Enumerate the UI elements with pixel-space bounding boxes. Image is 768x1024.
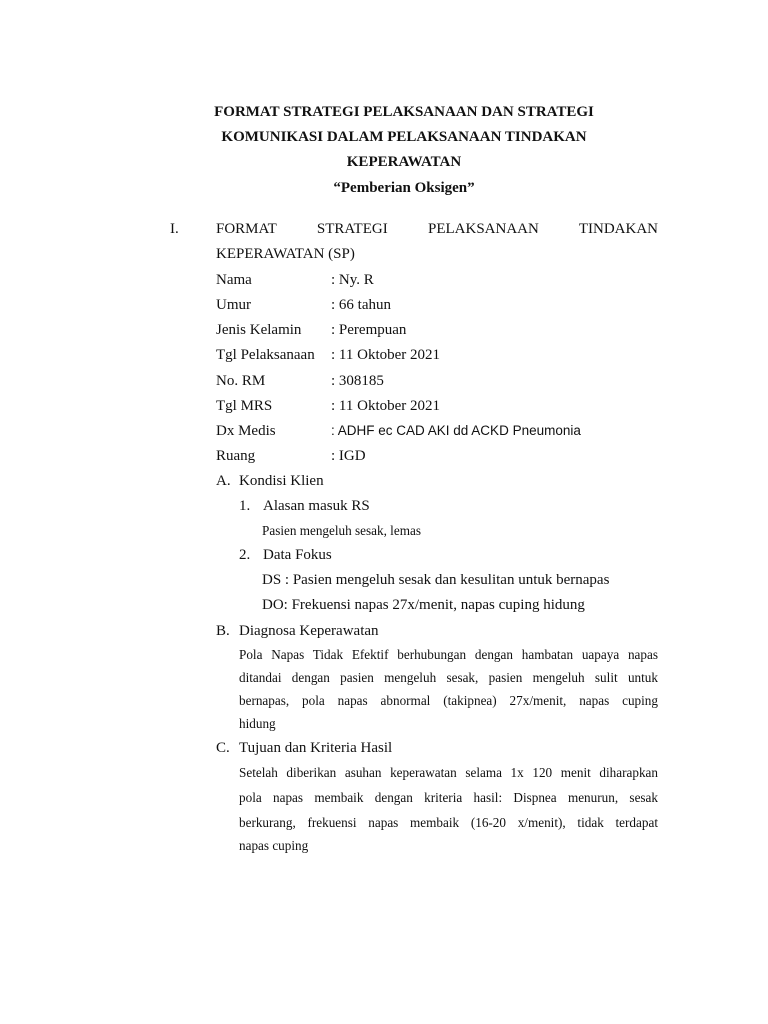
identity-value-ruang: : IGD — [331, 448, 366, 464]
list-number-1: 1. — [239, 498, 251, 514]
identity-value-tgl-mrs: : 11 Oktober 2021 — [331, 398, 441, 414]
identity-label-no-rm: No. RM — [216, 373, 266, 389]
diagnosa-text-line-3: bernapas, pola napas abnormal (takipnea) 27x/menit, napas cuping — [239, 693, 658, 708]
identity-label-jenis-kelamin: Jenis Kelamin — [216, 322, 302, 338]
identity-label-tgl-mrs: Tgl MRS — [216, 398, 273, 414]
subsection-marker-a: A. — [216, 473, 231, 489]
list-number-2: 2. — [239, 547, 251, 563]
data-fokus-do: DO: Frekuensi napas 27x/menit, napas cuping hidung — [262, 597, 585, 613]
subsection-title-diagnosa: Diagnosa Keperawatan — [239, 623, 379, 639]
subsection-marker-b: B. — [216, 623, 230, 639]
list-item-alasan-masuk-text: Pasien mengeluh sesak, lemas — [262, 523, 421, 538]
document-subtitle: “Pemberian Oksigen” — [333, 180, 475, 196]
tujuan-text-line-3: berkurang, frekuensi napas membaik (16-20 x/menit), tidak terdapat — [239, 815, 658, 830]
diagnosa-text-line-1: Pola Napas Tidak Efektif berhubungan dengan hambatan uapaya napas — [239, 647, 658, 662]
identity-label-umur: Umur — [216, 297, 251, 313]
identity-value-tgl-pelaksanaan: : 11 Oktober 2021 — [331, 347, 441, 363]
identity-value-dx-medis: : ADHF ec CAD AKI dd ACKD Pneumonia — [331, 423, 581, 438]
identity-label-nama: Nama — [216, 272, 252, 288]
document-title-line-3: KEPERAWATAN — [346, 154, 462, 170]
section-number: I. — [170, 221, 179, 237]
tujuan-text-line-4: napas cuping — [239, 838, 309, 853]
tujuan-text-line-2: pola napas membaik dengan kriteria hasil: Dispnea menurun, sesak — [239, 790, 658, 805]
subsection-title-kondisi-klien: Kondisi Klien — [239, 473, 324, 489]
document-title-line-1: FORMAT STRATEGI PELAKSANAAN DAN STRATEGI — [214, 104, 594, 120]
identity-value-jenis-kelamin: : Perempuan — [331, 322, 407, 338]
diagnosa-text-line-2: ditandai dengan pasien mengeluh sesak, pasien mengeluh sulit untuk — [239, 670, 658, 685]
diagnosa-text-line-4: hidung — [239, 716, 276, 731]
subsection-marker-c: C. — [216, 740, 230, 756]
identity-value-nama: : Ny. R — [331, 272, 374, 288]
section-heading-continued: KEPERAWATAN (SP) — [216, 246, 355, 262]
identity-value-no-rm: : 308185 — [331, 373, 384, 389]
identity-value-umur: : 66 tahun — [331, 297, 391, 313]
section-heading: FORMAT STRATEGI PELAKSANAAN TINDAKAN — [216, 221, 658, 237]
list-item-data-fokus-title: Data Fokus — [263, 547, 332, 563]
identity-label-dx-medis: Dx Medis — [216, 423, 276, 439]
list-item-alasan-masuk-title: Alasan masuk RS — [263, 498, 370, 514]
identity-label-ruang: Ruang — [216, 448, 256, 464]
data-fokus-ds: DS : Pasien mengeluh sesak dan kesulitan untuk bernapas — [262, 572, 610, 588]
tujuan-text-line-1: Setelah diberikan asuhan keperawatan selama 1x 120 menit diharapkan — [239, 765, 658, 780]
subsection-title-tujuan: Tujuan dan Kriteria Hasil — [239, 740, 393, 756]
document-title-line-2: KOMUNIKASI DALAM PELAKSANAAN TINDAKAN — [221, 129, 587, 145]
identity-label-tgl-pelaksanaan: Tgl Pelaksanaan — [216, 347, 315, 363]
